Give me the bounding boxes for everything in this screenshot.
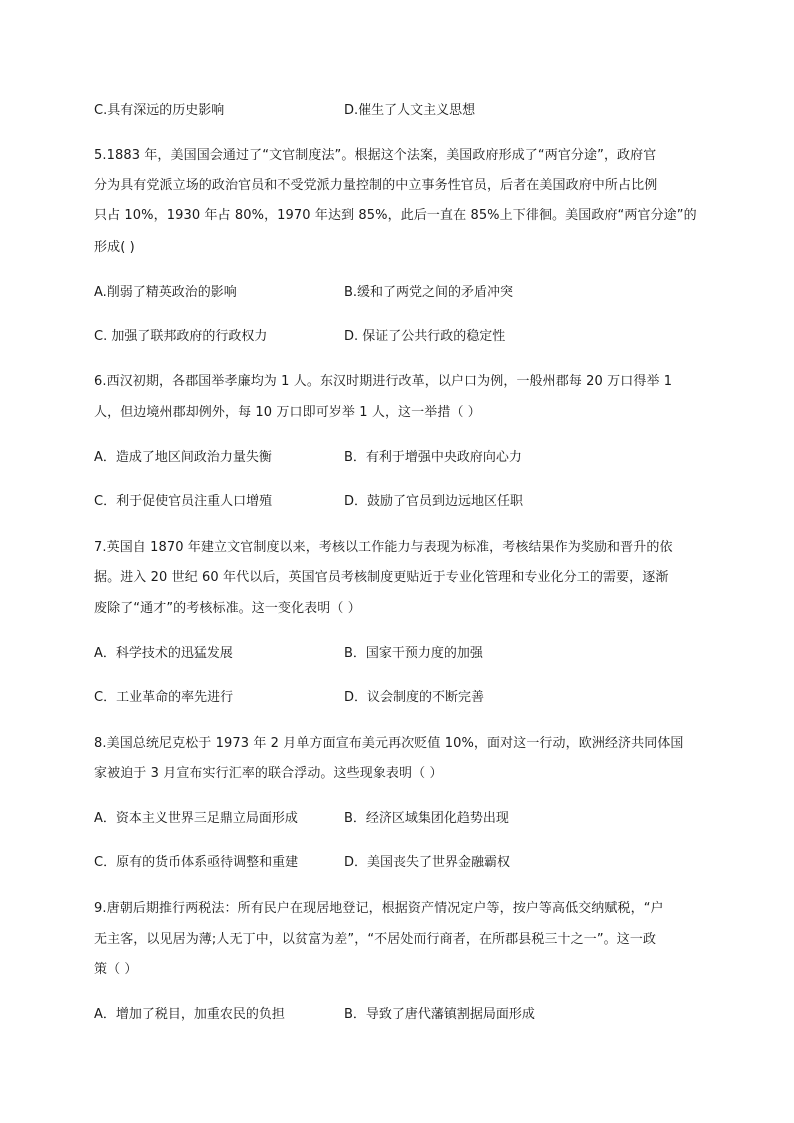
q7-stem-line-3: 废除了“通才”的考核标准。这一变化表明（ ） bbox=[94, 601, 361, 616]
q7-option-a: A．科学技术的迅猛发展 bbox=[94, 646, 233, 661]
q5-stem-line-3: 只占 10%，1930 年占 80%，1970 年达到 85%，此后一直在 85%上下徘徊。美国政府“两官分途”的 bbox=[94, 208, 697, 223]
q5-stem-line-1: 5.1883 年，美国国会通过了“文官制度法”。根据这个法案，美国政府形成了“两官分途”，政府官 bbox=[94, 148, 657, 163]
q7-option-b: B．国家干预力度的加强 bbox=[344, 646, 483, 661]
q8-option-d: D．美国丧失了世界金融霸权 bbox=[344, 855, 511, 870]
q5-option-d: D. 保证了公共行政的稳定性 bbox=[344, 329, 506, 344]
q6-stem-line-2: 人，但边境州郡却例外，每 10 万口即可岁举 1 人，这一举措（ ） bbox=[94, 405, 481, 420]
q8-stem-line-2: 家被迫于 3 月宣布实行汇率的联合浮动。这些现象表明（ ） bbox=[94, 766, 443, 781]
q5-stem-line-2: 分为具有党派立场的政治官员和不受党派力量控制的中立事务性官员，后者在美国政府中所占比例 bbox=[94, 178, 658, 193]
q9-stem-line-2: 无主客，以见居为薄;人无丁中，以贫富为差”，“不居处而行商者，在所郡县税三十之一”。这一政 bbox=[94, 932, 657, 947]
q9-stem-line-1: 9.唐朝后期推行两税法：所有民户在现居地登记，根据资产情况定户等，按户等高低交纳赋税，“户 bbox=[94, 901, 664, 916]
q7-option-c: C．工业革命的率先进行 bbox=[94, 690, 234, 705]
q8-option-b: B．经济区域集团化趋势出现 bbox=[344, 811, 509, 826]
q8-stem-line-1: 8.美国总统尼克松于 1973 年 2 月单方面宣布美元再次贬值 10%，面对这一行动，欧洲经济共同体国 bbox=[94, 736, 684, 751]
q7-stem-line-1: 7.英国自 1870 年建立文官制度以来，考核以工作能力与表现为标准，考核结果作为奖励和晋升的依 bbox=[94, 540, 673, 555]
q7-option-d: D．议会制度的不断完善 bbox=[344, 690, 485, 705]
q5-option-a: A.削弱了精英政治的影响 bbox=[94, 285, 237, 300]
q6-option-c: C．利于促使官员注重人口增殖 bbox=[94, 494, 273, 509]
q8-option-c: C．原有的货币体系亟待调整和重建 bbox=[94, 855, 299, 870]
q9-stem-line-3: 策（ ） bbox=[94, 962, 138, 977]
q6-option-d: D．鼓励了官员到边远地区任职 bbox=[344, 494, 524, 509]
q6-option-a: A．造成了地区间政治力量失衡 bbox=[94, 450, 272, 465]
q5-option-c: C. 加强了联邦政府的行政权力 bbox=[94, 329, 268, 344]
q9-option-a: A．增加了税目，加重农民的负担 bbox=[94, 1007, 285, 1022]
q5-stem-line-4: 形成( ) bbox=[94, 240, 135, 255]
q5-option-b: B.缓和了两党之间的矛盾冲突 bbox=[344, 285, 514, 300]
q7-stem-line-2: 据。进入 20 世纪 60 年代以后，英国官员考核制度更贴近于专业化管理和专业化分工的需要，逐渐 bbox=[94, 570, 669, 585]
q6-option-b: B．有利于增强中央政府向心力 bbox=[344, 450, 522, 465]
option-d-prev: D.催生了人文主义思想 bbox=[344, 103, 476, 118]
option-c-prev: C.具有深远的历史影响 bbox=[94, 103, 225, 118]
q9-option-b: B．导致了唐代藩镇割据局面形成 bbox=[344, 1007, 535, 1022]
q6-stem-line-1: 6.西汉初期，各郡国举孝廉均为 1 人。东汉时期进行改革，以户口为例，一般州郡每 20 万口得举 1 bbox=[94, 374, 673, 389]
q8-option-a: A．资本主义世界三足鼎立局面形成 bbox=[94, 811, 298, 826]
